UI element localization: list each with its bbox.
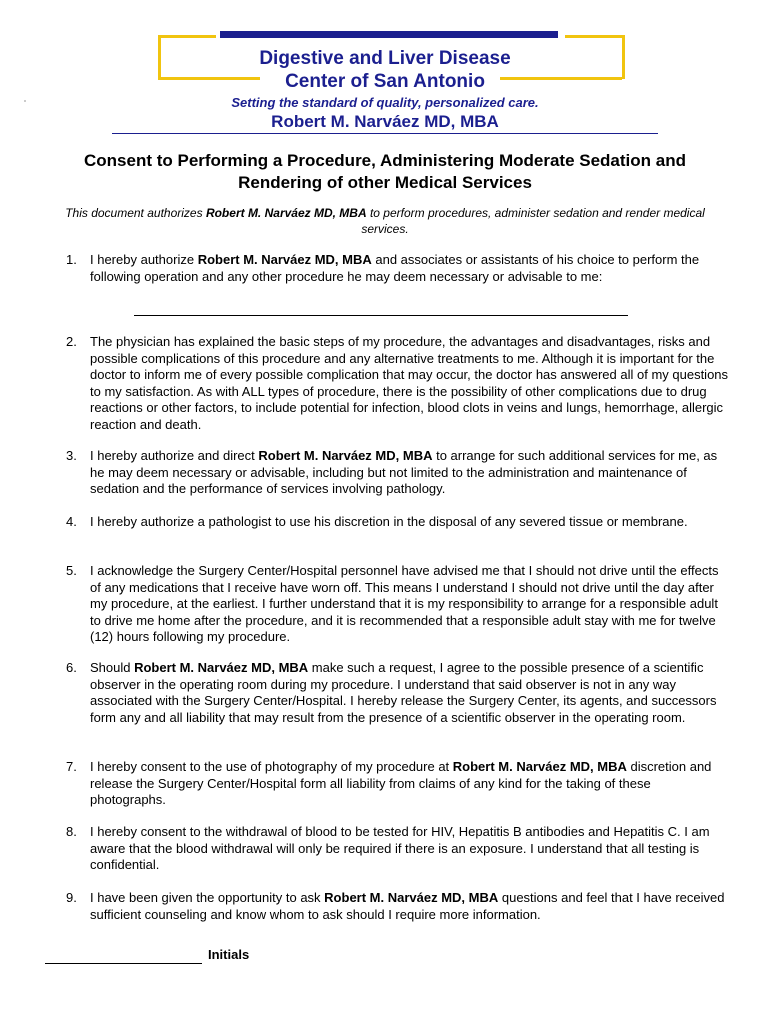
item-text-pre: The physician has explained the basic steps of my procedure, the advantages and disadvantages, risks and possible complications of this procedure and any alternative treatments to me. Although it is important for the doctor to inform me of every possible complication that may occur, the doctor has answered all of my questions to my satisfaction. As with ALL types of procedure, there is the possibility of other complications due to drug reactions or other factors, to include potential for infection, blood clots in veins and lungs, hemorrhage, allergic reaction and death. xyxy=(90,334,729,432)
intro-doctor-name: Robert M. Narváez MD, MBA xyxy=(205,206,367,220)
intro-text-post: to perform procedures, administer sedation and render medical services. xyxy=(361,206,705,236)
initials-input-line[interactable] xyxy=(45,963,202,964)
document-title: Consent to Performing a Procedure, Administering Moderate Sedation and Rendering of other Medical Services xyxy=(83,151,686,192)
item-doctor-name: Robert M. Narváez MD, MBA xyxy=(134,660,309,675)
item-text-pre: Should xyxy=(90,660,135,675)
consent-item-7 xyxy=(66,759,730,809)
item-text-post: and associates or assistants of his choice to perform the following operation and any other procedure he may deem necessary or advisable to me: xyxy=(90,252,700,284)
procedure-blank-line[interactable] xyxy=(134,315,628,316)
consent-item-4 xyxy=(66,514,730,531)
consent-item-3 xyxy=(66,448,730,498)
item-number: 4. xyxy=(66,514,77,529)
item-number: 6. xyxy=(66,660,77,675)
item-doctor-name: Robert M. Narváez MD, MBA xyxy=(452,759,627,774)
item-text-pre: I acknowledge the Surgery Center/Hospital personnel have advised me that I should not drive until the effects of any medications that I receive have worn off. This means I understand I should not drive until the day after my procedure, at the earliest. I further understand that it is my responsibility to arrange for a responsible adult to drive me home after the procedure, and it is recommended that a responsible adult stay with me for twelve (12) hours following my procedure. xyxy=(90,563,719,644)
letterhead-rule xyxy=(112,133,658,134)
item-number: 9. xyxy=(66,890,77,905)
item-text-pre: I hereby authorize and direct xyxy=(90,448,259,463)
clinic-name-line1: Digestive and Liver Disease xyxy=(259,48,511,69)
doctor-name: Robert M. Narváez MD, MBA xyxy=(271,112,499,131)
clinic-tagline: Setting the standard of quality, personalized care. xyxy=(231,95,539,110)
item-text-post: to arrange for such additional services for me, as he may deem necessary or advisable, including but not limited to the administration and maintenance of sedation and the performance of services involving pathology. xyxy=(90,448,718,496)
consent-item-6 xyxy=(66,660,730,726)
item-text-pre: I hereby consent to the withdrawal of blood to be tested for HIV, Hepatitis B antibodies and Hepatitis C. I am aware that the blood withdrawal will only be required if there is an exposure. I understand that all testing is confidential. xyxy=(90,824,710,872)
document-intro xyxy=(40,205,730,237)
item-doctor-name: Robert M. Narváez MD, MBA xyxy=(197,252,372,267)
item-text-post: make such a request, I agree to the possible presence of a scientific observer in the operating room during my procedure. I understand that said observer is not in any way associated with the Surgery Center/Hospital. I hereby release the Surgery Center, its agents, and successors form any and all liability that may result from the presence of a scientific observer in the operating room. xyxy=(90,660,717,725)
item-number: 2. xyxy=(66,334,77,349)
clinic-name-line2: Center of San Antonio xyxy=(285,71,485,92)
item-number: 5. xyxy=(66,563,77,578)
consent-item-1 xyxy=(66,252,730,285)
consent-item-8 xyxy=(66,824,730,874)
item-text-post: questions and feel that I have received sufficient counseling and know whom to ask should I require more information. xyxy=(90,890,725,922)
consent-item-9 xyxy=(66,890,730,923)
item-text-pre: I hereby authorize a pathologist to use his discretion in the disposal of any severed tissue or membrane. xyxy=(90,514,688,529)
consent-item-5 xyxy=(66,563,730,646)
item-text-pre: I hereby authorize xyxy=(90,252,198,267)
intro-text-pre: This document authorizes xyxy=(65,206,206,220)
item-number: 3. xyxy=(66,448,77,463)
item-number: 8. xyxy=(66,824,77,839)
consent-item-2 xyxy=(66,334,730,433)
item-text-post: discretion and release the Surgery Center/Hospital form all liability from claims of any kind for the taking of these photographs. xyxy=(90,759,712,807)
item-doctor-name: Robert M. Narváez MD, MBA xyxy=(258,448,433,463)
item-number: 1. xyxy=(66,252,77,267)
item-text-pre: I hereby consent to the use of photography of my procedure at xyxy=(90,759,453,774)
item-text-pre: I have been given the opportunity to ask xyxy=(90,890,325,905)
item-number: 7. xyxy=(66,759,77,774)
item-doctor-name: Robert M. Narváez MD, MBA xyxy=(324,890,499,905)
initials-label: Initials xyxy=(208,947,250,962)
